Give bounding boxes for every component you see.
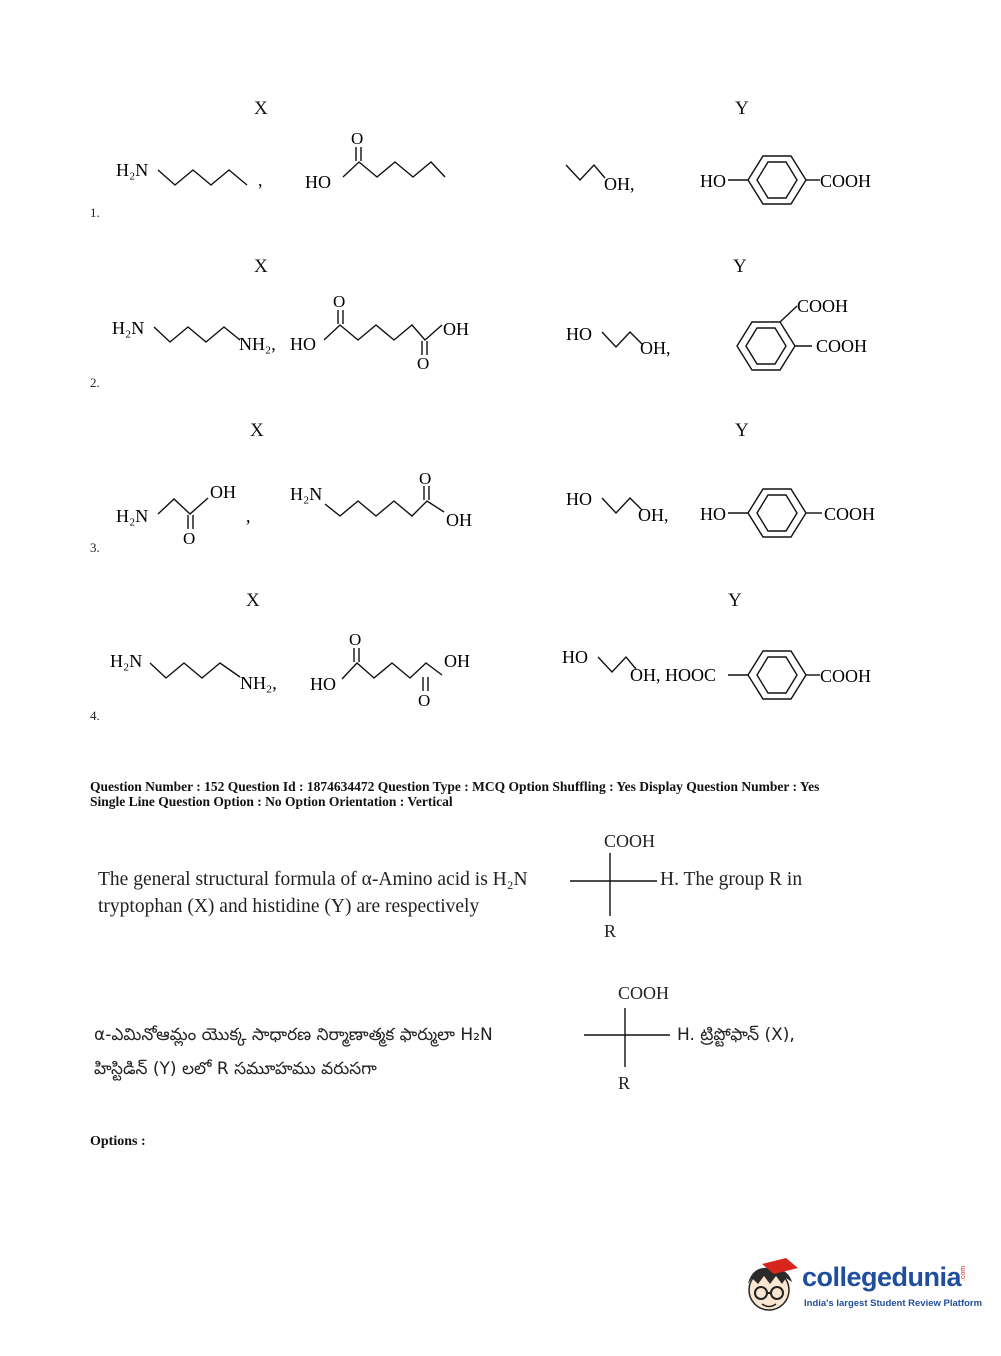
o3-o1: O (183, 529, 196, 548)
o1-comma: , (258, 170, 263, 190)
mascot-icon (742, 1256, 800, 1314)
question-en-cooh: COOH (604, 831, 656, 851)
o3-comma: , (246, 506, 251, 526)
o2-oh: OH (443, 319, 469, 339)
question-te-cross (578, 1005, 678, 1075)
option-4-number: 4. (90, 708, 100, 723)
o2-diamine-chain (154, 327, 240, 342)
o4-ho: HO (310, 674, 336, 694)
brand-tagline: India's largest Student Review Platform (804, 1298, 983, 1309)
o4-oh-hooc: OH, HOOC (630, 665, 717, 685)
collegedunia-logo (742, 1256, 983, 1316)
o2-ho: HO (290, 334, 316, 354)
o4-glycol-ho: HO (562, 647, 588, 667)
o1-oh: OH, (604, 174, 635, 194)
o2-glycol-ho: HO (566, 324, 592, 344)
o1-acid-chain (343, 162, 445, 177)
o3-h2n: H₂N (116, 506, 149, 526)
o2-cooh1: COOH (797, 296, 849, 316)
o4-acid-chain (342, 663, 442, 679)
o4-o1: O (349, 630, 362, 649)
option-4-structures (0, 615, 1001, 715)
o4-oh: OH (444, 651, 470, 671)
o3-cooh: COOH (824, 504, 876, 524)
options-label: Options : (90, 1134, 146, 1149)
option-3-number: 3. (90, 540, 100, 555)
question-en-right: H. The group R in (660, 869, 803, 890)
option-2-y-header: Y (733, 256, 747, 277)
o1-o: O (351, 129, 364, 148)
o4-diamine-chain (150, 663, 240, 678)
question-te-r: R (618, 1073, 631, 1093)
o4-nh2: NH₂, (240, 673, 277, 693)
o2-o2: O (417, 354, 430, 373)
option-2-x-header: X (254, 256, 268, 277)
o3-glycol-chain (602, 498, 642, 513)
o2-glycol-chain (602, 332, 642, 347)
option-4-x-header: X (246, 590, 260, 611)
question-te-line1: α-ఎమినోఆమ్లం యొక్క సాధారణ నిర్మాణాత్మక ఫార్ములా H₂N (94, 1025, 493, 1045)
question-en-cross (560, 850, 670, 920)
bond-line (757, 162, 797, 198)
o3-ho2: HO (700, 504, 726, 524)
question-en-r: R (604, 921, 617, 941)
o2-glycol-oh: OH, (640, 338, 671, 358)
o3-acid-chain (325, 501, 444, 516)
option-3-y-header: Y (735, 420, 749, 441)
o1-cooh: COOH (820, 171, 872, 191)
o2-cooh2: COOH (816, 336, 868, 356)
o1-h2n: H₂N (116, 160, 149, 180)
option-2-number: 2. (90, 375, 100, 390)
bond-line (746, 328, 786, 364)
bond-line (757, 657, 797, 693)
option-3-structures (0, 450, 1001, 550)
o4-h2n: H₂N (110, 651, 143, 671)
o1-ho: HO (305, 172, 331, 192)
option-1-y-header: Y (735, 98, 749, 119)
o3-o2: O (419, 469, 432, 488)
o3-glycol-oh: OH, (638, 505, 669, 525)
o3-glycol-ho: HO (566, 489, 592, 509)
o3-h2n2: H₂N (290, 484, 323, 504)
o2-h2n: H₂N (112, 318, 145, 338)
option-2-structures (0, 280, 1001, 380)
o2-o1: O (333, 292, 346, 311)
o3-oh1: OH (210, 482, 236, 502)
bond-line (757, 495, 797, 531)
o4-o2: O (418, 691, 431, 710)
option-4-y-header: Y (728, 590, 742, 611)
o2-acid-chain (324, 325, 442, 340)
o3-glycine-chain (158, 498, 208, 514)
option-1-x-header: X (254, 98, 268, 119)
o1-alcohol-chain (566, 165, 605, 180)
question-meta-line2: Single Line Question Option : No Option Orientation : Vertical (90, 794, 453, 809)
question-en-line2: tryptophan (X) and histidine (Y) are respectively (98, 896, 480, 917)
o2-nh2: NH₂, (239, 334, 276, 354)
brand-name: collegedunia (802, 1262, 962, 1292)
o1-ho2: HO (700, 171, 726, 191)
question-en-line1: The general structural formula of α-Amino acid is H₂N (98, 869, 528, 890)
option-1-number: 1. (90, 205, 100, 220)
o4-cooh: COOH (820, 666, 872, 686)
option-1-structures (0, 120, 1001, 220)
question-te-cooh: COOH (618, 983, 670, 1003)
brand-com: .com (960, 1265, 968, 1282)
question-meta-line1: Question Number : 152 Question Id : 1874634472 Question Type : MCQ Option Shuffling : Yes Display Question Number : Yes (90, 779, 820, 794)
o1-amine-chain (158, 170, 247, 185)
question-te-line2: హిస్టిడిన్ (Y) లలో R సమూహము వరుసగా (94, 1059, 377, 1079)
option-3-x-header: X (250, 420, 264, 441)
question-te-right: H. ట్రిప్టోఫాన్ (X), (677, 1025, 795, 1045)
o3-oh2: OH (446, 510, 472, 530)
